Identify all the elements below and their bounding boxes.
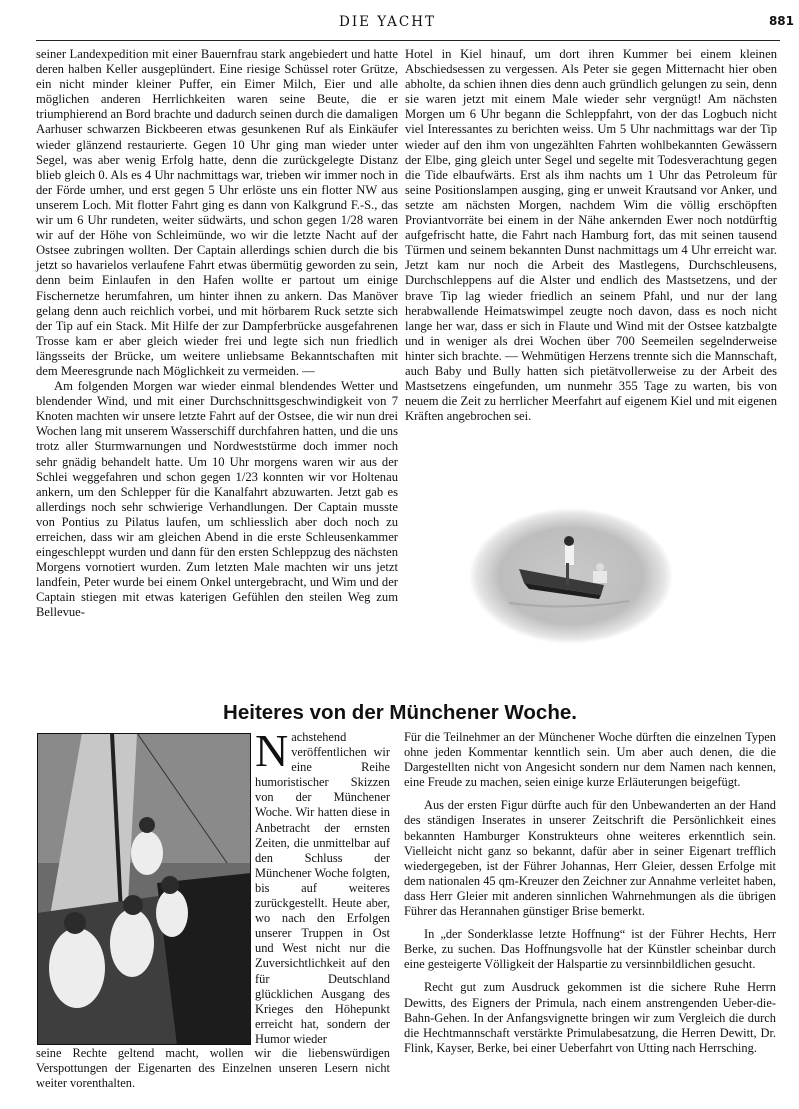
left-paragraph-1: seiner Landexpedition mit einer Bauernfrau stark angebiedert und hatte deren halben Keller ausgeplündert. Eine riesige Schüssel roter Grütze, ein nicht minder kleiner Puffer, ein Eimer Milch, Eier und alle möglichen anderen Herrlichkeiten waren seine Beute, die er triumphierend an Bord brachte und dadurch seinen durch die damaligen Aarhuser schwarzen Bickbeeren etwas gesunkenen Ruf als Einkäufer wieder glänzend restaurierte. Gegen 10 Uhr ging man wieder unter Segel, was aber wenig Erfolg hatte, denn die zurückgelegte Distanz blieb gleich 0. Als es 4 Uhr nachmittags war, trieben wir immer noch in der Förde umher, und erst gegen 5 Uhr erlöste uns ein flotter NW aus unserem Loch. Mit flotter Fahrt ging es dann von Kalkgrund F.-S., das wir um 6 Uhr rundeten, weiter südwärts, und schon gegen 1/28 waren wir auf der Höhe von Schleimünde, wo wir die letzte Nacht auf der Ostsee zubringen wollten. Der Captain allerdings schien durch die bis jetzt so havarielos verlaufene Fahrt etwas übermütig geworden zu sein, denn beim Einlaufen in den Hafen wollte er partout um einige Fischernetze herumfahren, um hinter ihnen zu ankern. Das Manöver gelang denn auch reichlich vorbei, und mit hörbarem Ruck setzte sich der Tip auf ein Stack. Mit Hilfe der zur Dampferbrücke ausgefahrenen Trosse kam er aber gleich wieder frei und legte sich nun friedlich längsseits der Brücke, um weitere unliebsame Bekanntschaften mit dem Meeresgrunde nach Möglichkeit zu vermeiden. — <box>36 47 398 378</box>
header-rule <box>36 40 780 41</box>
intro-tail-text: seine Rechte geltend macht, wollen wir die liebenswürdigen Verspottungen der Eigenarten des Einzelnen unseren Lesern nicht weiter vorenthalten. <box>36 1046 390 1091</box>
section-paragraph-3: In „der Sonderklasse letzte Hoffnung“ ist der Führer Hechts, Herr Berke, zu suchen. Das Hoffnungsvolle hat der Künstler scheinbar durch eine gesteigerte Völligkeit der Halspartie zu versinnbildlichen gesucht. <box>404 927 776 972</box>
page-number: 881 <box>768 14 794 28</box>
section-right-column <box>404 730 776 1056</box>
intro-column <box>255 725 390 1047</box>
section-paragraph-2: Aus der ersten Figur dürfte auch für den Unbewanderten an der Hand des ständigen Inserates in unserer Zeitschrift die Persönlichkeit eines bekannten Hamburger Konstrukteurs ohne weiteres erkenntlich sein. Vielleicht nicht ganz so bekannt, dafür aber in seiner Eigenart trefflich wiedergegeben, ist der Führer Johannas, Herr Gleier, dessen Erfolge mit dem nationalen 45 qm-Kreuzer den Zeichner zur Annahme verleitet haben, dass Herr Gleier mit anderen sinnlichen Wahrnehmungen als die übrigen Führer das Herannahen günstiger Brise bemerkt. <box>404 798 776 919</box>
right-paragraph-1: Hotel in Kiel hinauf, um dort ihren Kummer bei einem kleinen Abschiedsessen zu vergessen. Als Peter sie gegen Mitternacht hier oben abholte, da schien ihnen dies denn auch gründlich gelungen zu sein, denn sie waren jetzt mit einem Male wieder sehr vergnügt! Am nächsten Morgen um 6 Uhr begann die Schleppfahrt, von der das Logbuch nicht viel Interessantes zu berichten weiss. Um 5 Uhr nachmittags war der Tip wieder auf den ihm von ungezählten Fahrten wohlbekannten Gewässern der Elbe, ging gleich unter Segel und segelte mit Todesverachtung gegen die Tide elbaufwärts. Erst als ihm nachts um 1 Uhr das Petroleum für seine Positionslampen ausging, ging er unweit Krautsand vor Anker, und setzte am nächsten Morgen, nachdem Wim die völlig erschöpften Proviantvorräte bei einem in der Nähe ankernden Ewer noch notdürftig aufgefrischt hatte, die Fahrt nach Hamburg fort, das mit seinen tausend Türmen und seinem bekannten Dunst nachmittags um 4 Uhr erreicht war. Jetzt kam nur noch die Arbeit des Mastlegens, Durchschleusens, Durchschleppens auf die Alster und endlich des Mastsetzens, und der brave Tip lag wieder friedlich an seinem Pfahl, und nur der lang herabwallende Heimatswimpel zeugte noch davon, dass es noch nicht lange her war, dass er sich in Flaute und Wind mit der Ostsee katzbalgte und in weniger als drei Wochen über 700 Seemeilen segelnderweise hinter sich brachte. — Wehmütigen Herzens trennte sich die Mannschaft, auch Baby und Bully hatten sich pietätvollerweise zu der Arbeit des Mastsetzens eingefunden, um nunmehr 355 Tage zu warten, bis von neuem die Zeit zu herrlicher Meerfahrt auf eigenem Kiel und mit eigenen Kräften angebrochen sei. <box>405 47 777 424</box>
left-paragraph-2: Am folgenden Morgen war wieder einmal blendendes Wetter und blendender Wind, und mit einer Durchschnittsgeschwindigkeit von 7 Knoten machten wir unsere letzte Fahrt auf der Ostsee, die wir nun drei Wochen lang mit unserem Wasserschiff durchfahren hatten, und die uns trotz aller Sturmwarnungen und Nordweststürme doch immer noch sehr gnädig behandelt hatte. Um 10 Uhr morgens waren wir aus der Schlei weggefahren und schon gegen 1/23 konnten wir vor Holtenau ankern, um den Schlepper für die Kanalfahrt abzuwarten. Jetzt gab es allerdings noch sehr schwierige Verhandlungen. Der Captain musste von Pontius zu Pilatus laufen, um schliesslich aber doch noch zu erreichen, dass wir am gleichen Abend in die erste Schleusenkammer eingeschleppt wurden und dann für den ersten Schleppzug des nächsten Morgens vornotiert wurden. Zum letzten Male machten wir uns jetzt landfein, Peter wurde bei einem Onkel untergebracht, und Wim und der Captain stiegen mit etwas katerigen Gefühlen den steilen Weg zum Bellevue- <box>36 379 398 620</box>
rowboat-photo <box>469 507 674 645</box>
running-header-title: DIE YACHT <box>339 14 437 30</box>
sailboat-crew-photo <box>37 733 251 1045</box>
intro-text: achstehend veröffentlichen wir eine Reihe humoristischer Skizzen von der Münchener Woche. Wir hatten diese in Anbetracht der ernsten Zeiten, die unmittelbar auf den Schluss der Münchener Woche folgten, bis auf weiteres zurückgestellt. Heute aber, wo nach den Erfolgen unserer Truppen in Ost und West nicht nur die Zuversichtlichkeit auf den für Deutschland glücklichen Ausgang des Krieges den Höhepunkt erreicht hat, sondern der Humor wieder <box>255 730 390 1046</box>
section-paragraph-1: Für die Teilnehmer an der Münchener Woche dürften die einzelnen Typen ohne jeden Kommentar kenntlich sein. Um aber auch denen, die die Dargestellten nicht von Angesicht sondern nur dem Namen nach kennen, eine Freude zu machen, seien einige kurze Erläuterungen beigefügt. <box>404 730 776 790</box>
left-column <box>36 47 398 621</box>
section-title: Heiteres von der Münchener Woche. <box>223 701 577 724</box>
right-column <box>405 47 777 424</box>
section-paragraph-4: Recht gut zum Ausdruck gekommen ist die sichere Ruhe Herrn Dewitts, des Eigners der Primula, nach einem anstrengenden Ueber-die-Bahn-Gehen. In der Anfangsvignette bringen wir zum Vergleich die durch die Hechtmannschaft verstärkte Primulabesatzung, die Herren Dewitt, Dr. Flink, Kayser, Berke, bei einer Ueberfahrt von Utting nach Herrsching. <box>404 980 776 1055</box>
drop-cap: N <box>255 725 289 776</box>
